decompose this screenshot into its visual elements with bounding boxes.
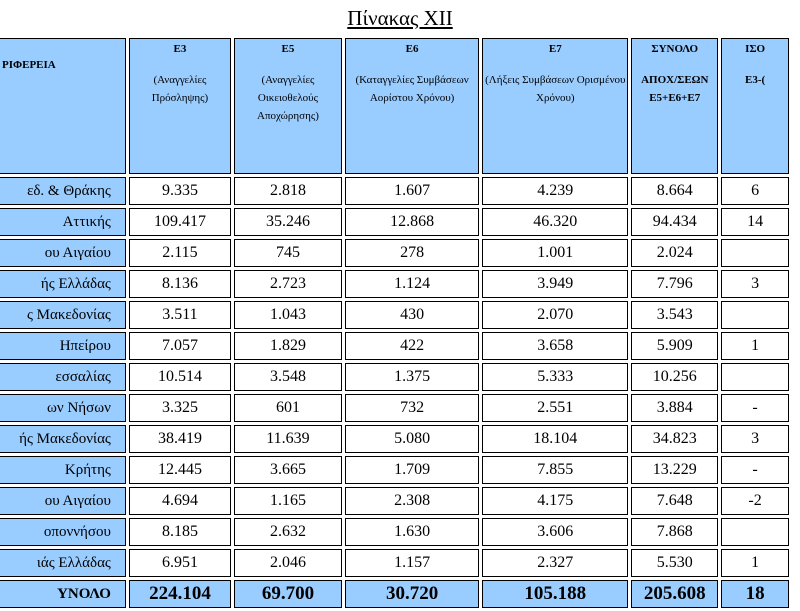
value-cell: 1.607 (345, 177, 479, 205)
header-subtitle: ΑΠΟΧ/ΣΕΩΝ (641, 74, 709, 86)
value-cell: 2.551 (482, 394, 628, 422)
value-cell: 1.157 (345, 549, 479, 577)
region-cell: ου Αιγαίου (0, 487, 126, 515)
value-cell: 13.229 (631, 456, 718, 484)
value-cell: 7.648 (631, 487, 718, 515)
value-cell: 5.333 (482, 363, 628, 391)
total-label: ΥΝΟΛΟ (0, 580, 126, 608)
value-cell: 14 (721, 208, 789, 236)
value-cell: 5.080 (345, 425, 479, 453)
region-cell: εδ. & Θράκης (0, 177, 126, 205)
value-cell: 732 (345, 394, 479, 422)
table-body (0, 177, 789, 577)
header-e3 (129, 38, 231, 174)
value-cell: 1.375 (345, 363, 479, 391)
value-cell: 422 (345, 332, 479, 360)
header-subtitle: (Καταγγελίες Συμβάσεων Αορίστου Χρόνου) (355, 74, 469, 104)
value-cell: 3.949 (482, 270, 628, 298)
region-cell: εσσαλίας (0, 363, 126, 391)
total-value: 105.188 (482, 580, 628, 608)
value-cell: 1.709 (345, 456, 479, 484)
value-cell: 4.694 (129, 487, 231, 515)
value-cell: - (721, 456, 789, 484)
value-cell: 38.419 (129, 425, 231, 453)
value-cell: 3.606 (482, 518, 628, 546)
header-e5 (234, 38, 342, 174)
table-row (0, 487, 789, 515)
value-cell: 12.868 (345, 208, 479, 236)
value-cell: 46.320 (482, 208, 628, 236)
table-row (0, 394, 789, 422)
value-cell: 5.909 (631, 332, 718, 360)
header-subtitle: (Αναγγελίες Οικειοθελούς Αποχώρησης) (257, 74, 319, 122)
value-cell: 430 (345, 301, 479, 329)
header-e7 (482, 38, 628, 174)
table-row (0, 425, 789, 453)
table-row (0, 270, 789, 298)
value-cell: -2 (721, 487, 789, 515)
region-cell: Αττικής (0, 208, 126, 236)
value-cell: 3.548 (234, 363, 342, 391)
value-cell: 2.115 (129, 239, 231, 267)
value-cell: 6 (721, 177, 789, 205)
value-cell: 1.124 (345, 270, 479, 298)
header-code: ΣΥΝΟΛΟ (651, 43, 699, 55)
region-cell: ου Αιγαίου (0, 239, 126, 267)
value-cell: 745 (234, 239, 342, 267)
value-cell: 1.043 (234, 301, 342, 329)
data-table (0, 35, 792, 611)
value-cell: 7.057 (129, 332, 231, 360)
table-row (0, 332, 789, 360)
table-row (0, 177, 789, 205)
value-cell: 6.951 (129, 549, 231, 577)
value-cell: 10.256 (631, 363, 718, 391)
value-cell: 2.818 (234, 177, 342, 205)
value-cell: 1 (721, 332, 789, 360)
header-code: ΙΣΟ (745, 43, 766, 55)
value-cell: 5.530 (631, 549, 718, 577)
value-cell: 1.630 (345, 518, 479, 546)
header-code: Ε7 (548, 43, 562, 55)
region-cell: ων Νήσων (0, 394, 126, 422)
region-cell: Ηπείρου (0, 332, 126, 360)
value-cell: 3.511 (129, 301, 231, 329)
header-formula: Ε5+Ε6+Ε7 (649, 92, 701, 104)
total-value: 30.720 (345, 580, 479, 608)
value-cell: 278 (345, 239, 479, 267)
value-cell: 3.665 (234, 456, 342, 484)
header-total-departures (631, 38, 718, 174)
value-cell: 3.543 (631, 301, 718, 329)
value-cell: 2.632 (234, 518, 342, 546)
header-subtitle: (Αναγγελίες Πρόσληψης) (151, 74, 209, 104)
total-value: 69.700 (234, 580, 342, 608)
value-cell: 1.001 (482, 239, 628, 267)
header-code: Ε5 (281, 43, 295, 55)
value-cell: 8.136 (129, 270, 231, 298)
value-cell: 10.514 (129, 363, 231, 391)
value-cell: 7.796 (631, 270, 718, 298)
total-value: 205.608 (631, 580, 718, 608)
region-cell: Κρήτης (0, 456, 126, 484)
header-balance (721, 38, 789, 174)
value-cell: 3.658 (482, 332, 628, 360)
header-formula: Ε3-( (745, 74, 766, 86)
value-cell: 3 (721, 270, 789, 298)
region-cell: ής Ελλάδας (0, 270, 126, 298)
table-row (0, 549, 789, 577)
region-cell: ής Μακεδονίας (0, 425, 126, 453)
value-cell: 9.335 (129, 177, 231, 205)
value-cell: 4.175 (482, 487, 628, 515)
value-cell: 3 (721, 425, 789, 453)
value-cell (721, 518, 789, 546)
value-cell: 7.855 (482, 456, 628, 484)
table-row (0, 456, 789, 484)
value-cell: 1 (721, 549, 789, 577)
total-row (0, 580, 789, 608)
value-cell: 2.723 (234, 270, 342, 298)
value-cell: 2.046 (234, 549, 342, 577)
region-cell: οποννήσου (0, 518, 126, 546)
value-cell: 8.664 (631, 177, 718, 205)
value-cell: 11.639 (234, 425, 342, 453)
page-title: Πίνακας XII (347, 6, 453, 30)
value-cell: 8.185 (129, 518, 231, 546)
value-cell: 7.868 (631, 518, 718, 546)
header-e6 (345, 38, 479, 174)
value-cell: 3.884 (631, 394, 718, 422)
region-cell: ιάς Ελλάδας (0, 549, 126, 577)
header-code: Ε6 (405, 43, 419, 55)
header-region: ΡΙΦΕΡΕΙΑ (0, 38, 126, 174)
header-subtitle: (Λήξεις Συμβάσεων Ορισμένου Χρόνου) (485, 74, 626, 104)
value-cell: 35.246 (234, 208, 342, 236)
value-cell: - (721, 394, 789, 422)
value-cell: 2.308 (345, 487, 479, 515)
value-cell: 3.325 (129, 394, 231, 422)
value-cell: 1.829 (234, 332, 342, 360)
table-row (0, 363, 789, 391)
total-value: 224.104 (129, 580, 231, 608)
value-cell: 34.823 (631, 425, 718, 453)
value-cell: 2.327 (482, 549, 628, 577)
total-value: 18 (721, 580, 789, 608)
value-cell (721, 363, 789, 391)
value-cell (721, 239, 789, 267)
table-row (0, 239, 789, 267)
value-cell: 2.070 (482, 301, 628, 329)
table-row (0, 301, 789, 329)
header-row (0, 38, 789, 174)
header-code: Ε3 (173, 43, 187, 55)
table-row (0, 518, 789, 546)
value-cell: 4.239 (482, 177, 628, 205)
value-cell: 1.165 (234, 487, 342, 515)
value-cell: 12.445 (129, 456, 231, 484)
value-cell: 2.024 (631, 239, 718, 267)
value-cell (721, 301, 789, 329)
region-cell: ς Μακεδονίας (0, 301, 126, 329)
value-cell: 601 (234, 394, 342, 422)
value-cell: 94.434 (631, 208, 718, 236)
value-cell: 18.104 (482, 425, 628, 453)
value-cell: 109.417 (129, 208, 231, 236)
table-row (0, 208, 789, 236)
